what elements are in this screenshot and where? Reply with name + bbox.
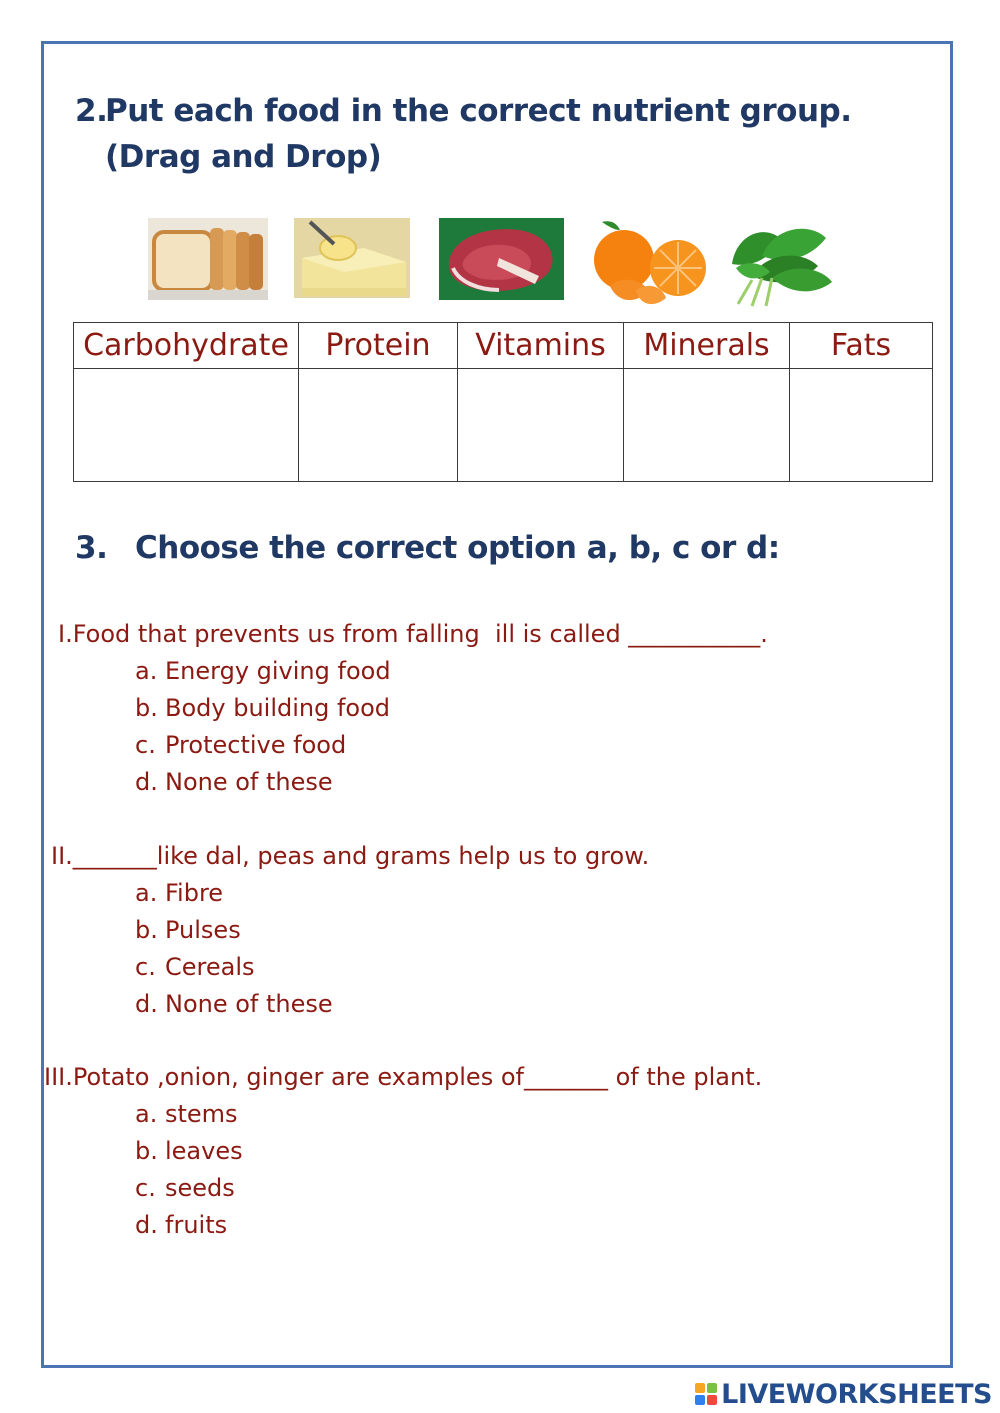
mcq-2-option-d[interactable]: [135, 990, 333, 1018]
header-minerals: Minerals: [624, 323, 790, 369]
drop-zone-vitamins[interactable]: [458, 369, 624, 482]
drop-zone-minerals[interactable]: [624, 369, 790, 482]
option-text: seeds: [165, 1174, 235, 1202]
question-2-title: [75, 88, 955, 180]
mcq-1-option-c[interactable]: [135, 731, 346, 759]
option-text: None of these: [165, 990, 333, 1018]
liveworksheets-logo-icon: [695, 1383, 717, 1405]
option-letter: a.: [135, 657, 158, 685]
mcq-3-stem: III.Potato ,onion, ginger are examples of_______ of the plant.: [44, 1063, 763, 1091]
drop-zone-row: [74, 369, 933, 482]
option-letter: d.: [135, 990, 158, 1018]
mcq-1-stem: I.Food that prevents us from falling ill is called ___________.: [58, 620, 768, 648]
liveworksheets-wordmark: LIVEWORKSHEETS: [721, 1378, 992, 1410]
option-letter: a.: [135, 1100, 158, 1128]
header-protein: Protein: [299, 323, 458, 369]
option-letter: d.: [135, 1211, 158, 1239]
option-text: fruits: [165, 1211, 228, 1239]
meat-image[interactable]: [439, 218, 564, 300]
mcq-2-option-b[interactable]: [135, 916, 241, 944]
option-text: stems: [165, 1100, 238, 1128]
drop-zone-carbohydrate[interactable]: [74, 369, 299, 482]
option-text: leaves: [165, 1137, 243, 1165]
table-header-row: [74, 323, 933, 369]
draggable-food-row: [0, 216, 1000, 311]
nutrient-groups-table: [73, 322, 933, 482]
mcq-1-option-d[interactable]: [135, 768, 333, 796]
option-letter: d.: [135, 768, 158, 796]
header-vitamins: Vitamins: [458, 323, 624, 369]
option-letter: c.: [135, 731, 156, 759]
mcq-3-option-c[interactable]: [135, 1174, 235, 1202]
logo-square: [707, 1395, 717, 1405]
orange-image[interactable]: [592, 216, 708, 310]
option-text: Body building food: [165, 694, 391, 722]
question-3-text: Choose the correct option a, b, c or d:: [135, 530, 780, 566]
option-letter: c.: [135, 1174, 156, 1202]
mcq-2-stem: II._______like dal, peas and grams help us to grow.: [51, 842, 650, 870]
option-letter: b.: [135, 916, 158, 944]
mcq-1-option-a[interactable]: [135, 657, 391, 685]
option-text: Cereals: [165, 953, 255, 981]
spinach-image[interactable]: [722, 216, 838, 310]
header-fats: Fats: [790, 323, 933, 369]
option-text: Protective food: [165, 731, 347, 759]
option-text: None of these: [165, 768, 333, 796]
option-text: Pulses: [165, 916, 241, 944]
logo-square: [695, 1383, 705, 1393]
mcq-2-option-c[interactable]: [135, 953, 255, 981]
option-text: Energy giving food: [165, 657, 391, 685]
logo-square: [695, 1395, 705, 1405]
mcq-3-option-a[interactable]: [135, 1100, 238, 1128]
mcq-2-option-a[interactable]: [135, 879, 223, 907]
option-letter: b.: [135, 1137, 158, 1165]
question-2-text: Put each food in the correct nutrient group. (Drag and Drop): [105, 93, 852, 175]
header-carbohydrate: Carbohydrate: [74, 323, 299, 369]
question-2-number: 2.: [75, 93, 108, 129]
option-text: Fibre: [165, 879, 224, 907]
liveworksheets-logo: [695, 1378, 992, 1410]
option-letter: b.: [135, 694, 158, 722]
mcq-1-option-b[interactable]: [135, 694, 390, 722]
logo-square: [707, 1383, 717, 1393]
mcq-3-option-b[interactable]: [135, 1137, 243, 1165]
drop-zone-fats[interactable]: [790, 369, 933, 482]
mcq-3-option-d[interactable]: [135, 1211, 227, 1239]
option-letter: c.: [135, 953, 156, 981]
question-3-number: 3.: [75, 530, 108, 566]
butter-image[interactable]: [294, 218, 410, 298]
option-letter: a.: [135, 879, 158, 907]
bread-image[interactable]: [148, 218, 268, 300]
question-3-title: [75, 530, 780, 566]
drop-zone-protein[interactable]: [299, 369, 458, 482]
